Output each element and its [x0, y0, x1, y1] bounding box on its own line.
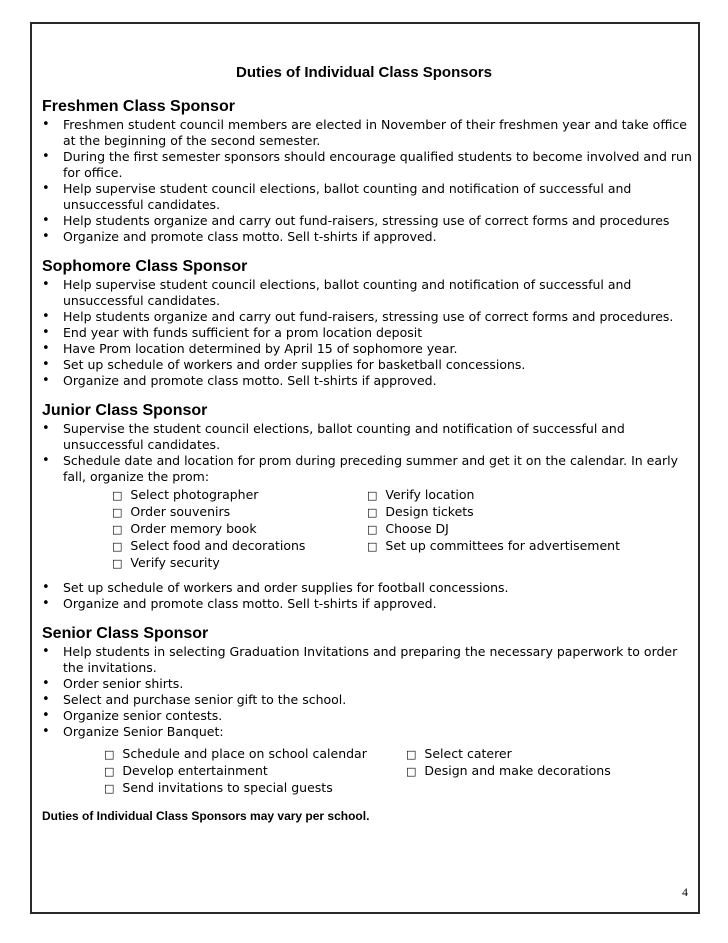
section-heading: Junior Class Sponsor — [42, 402, 208, 419]
bullet-icon: • — [42, 596, 50, 611]
checklist-item: □ Schedule and place on school calendar — [104, 746, 367, 761]
checklist-item: □ Verify location — [367, 487, 475, 502]
checkbox-icon: □ — [112, 540, 123, 553]
list-item: • Help supervise student council elections, ballot counting and notification of successful and unsuccessful candidates. — [42, 277, 632, 308]
bullet-icon: • — [42, 341, 50, 356]
checkbox-icon: □ — [367, 506, 378, 519]
checklist-item: □ Send invitations to special guests — [104, 780, 333, 795]
checkbox-icon: □ — [112, 506, 123, 519]
bullet-icon: • — [42, 580, 50, 595]
list-item: • Supervise the student council elections, ballot counting and notification of successful and unsuccessful candidates. — [42, 421, 625, 452]
bullet-icon: • — [42, 692, 50, 707]
bullet-icon: • — [42, 453, 50, 468]
bullet-list — [42, 117, 692, 245]
list-item: • Help students organize and carry out fund-raisers, stressing use of correct forms and procedures. — [42, 309, 674, 324]
list-item: • Schedule date and location for prom during preceding summer and get it on the calendar. In early fall, organize the prom: — [42, 453, 679, 484]
bullet-icon: • — [42, 676, 50, 691]
list-item: • Select and purchase senior gift to the school. — [42, 692, 347, 707]
list-item: • Organize senior contests. — [42, 708, 223, 723]
checklist-item: □ Select photographer — [112, 487, 259, 502]
checkbox-icon: □ — [406, 765, 417, 778]
section-heading: Freshmen Class Sponsor — [42, 98, 235, 115]
section-junior — [42, 401, 692, 612]
list-item: • Help supervise student council elections, ballot counting and notification of successful and unsuccessful candidates. — [42, 181, 632, 212]
checkbox-icon: □ — [367, 540, 378, 553]
checkbox-icon: □ — [104, 782, 115, 795]
bullet-icon: • — [42, 149, 50, 164]
bullet-icon: • — [42, 357, 50, 372]
list-item: • Organize and promote class motto. Sell t-shirts if approved. — [42, 373, 437, 388]
bullet-icon: • — [42, 421, 50, 436]
list-item: • Freshmen student council members are elected in November of their freshmen year and take office at the beginning of the second semester. — [42, 117, 687, 148]
bullet-list — [42, 644, 692, 740]
banquet-checklist — [42, 746, 692, 797]
checklist-item: □ Select food and decorations — [112, 538, 306, 553]
bullet-icon: • — [42, 325, 50, 340]
bullet-icon: • — [42, 708, 50, 723]
bullet-icon: • — [42, 309, 50, 324]
bullet-icon: • — [42, 277, 50, 292]
checklist-item: □ Set up committees for advertisement — [367, 538, 621, 553]
bullet-icon: • — [42, 644, 50, 659]
checkbox-icon: □ — [112, 557, 123, 570]
checkbox-icon: □ — [367, 489, 378, 502]
section-freshmen — [42, 97, 692, 245]
section-heading: Senior Class Sponsor — [42, 625, 209, 642]
footer-note: Duties of Individual Class Sponsors may vary per school. — [42, 809, 370, 823]
section-sophomore — [42, 257, 692, 389]
bullet-list — [42, 277, 692, 389]
bullet-icon: • — [42, 181, 50, 196]
checklist-item: □ Select caterer — [406, 746, 512, 761]
bullet-list — [42, 580, 692, 612]
page-number: 4 — [682, 885, 688, 899]
checklist-item: □ Choose DJ — [367, 521, 449, 536]
list-item: • Help students in selecting Graduation Invitations and preparing the necessary paperwork to order the invitations. — [42, 644, 678, 675]
checkbox-icon: □ — [367, 523, 378, 536]
checklist-item: □ Design tickets — [367, 504, 474, 519]
checklist-item: □ Verify security — [112, 555, 220, 570]
checklist-item: □ Design and make decorations — [406, 763, 611, 778]
page-title: Duties of Individual Class Sponsors — [236, 64, 492, 81]
checklist-item: □ Develop entertainment — [104, 763, 268, 778]
bullet-icon: • — [42, 724, 50, 739]
checkbox-icon: □ — [112, 523, 123, 536]
checklist-item: □ Order memory book — [112, 521, 257, 536]
list-item: • Have Prom location determined by April 15 of sophomore year. — [42, 341, 458, 356]
document-body — [42, 97, 692, 823]
bullet-icon: • — [42, 229, 50, 244]
bullet-list — [42, 421, 692, 485]
bullet-icon: • — [42, 213, 50, 228]
checkbox-icon: □ — [104, 748, 115, 761]
list-item: • Order senior shirts. — [42, 676, 184, 691]
list-item: • Organize and promote class motto. Sell t-shirts if approved. — [42, 229, 437, 244]
checkbox-icon: □ — [112, 489, 123, 502]
list-item: • Set up schedule of workers and order supplies for basketball concessions. — [42, 357, 526, 372]
bullet-icon: • — [42, 373, 50, 388]
list-item: • Set up schedule of workers and order supplies for football concessions. — [42, 580, 509, 595]
list-item: • Help students organize and carry out fund-raisers, stressing use of correct forms and procedures — [42, 213, 670, 228]
section-senior — [42, 624, 692, 797]
list-item: • Organize Senior Banquet: — [42, 724, 224, 739]
section-heading: Sophomore Class Sponsor — [42, 258, 248, 275]
list-item: • End year with funds sufficient for a prom location deposit — [42, 325, 423, 340]
prom-checklist — [42, 487, 692, 572]
checkbox-icon: □ — [104, 765, 115, 778]
list-item: • During the first semester sponsors should encourage qualified students to become involved and run for office. — [42, 149, 692, 180]
checkbox-icon: □ — [406, 748, 417, 761]
checklist-item: □ Order souvenirs — [112, 504, 231, 519]
list-item: • Organize and promote class motto. Sell t-shirts if approved. — [42, 596, 437, 611]
bullet-icon: • — [42, 117, 50, 132]
